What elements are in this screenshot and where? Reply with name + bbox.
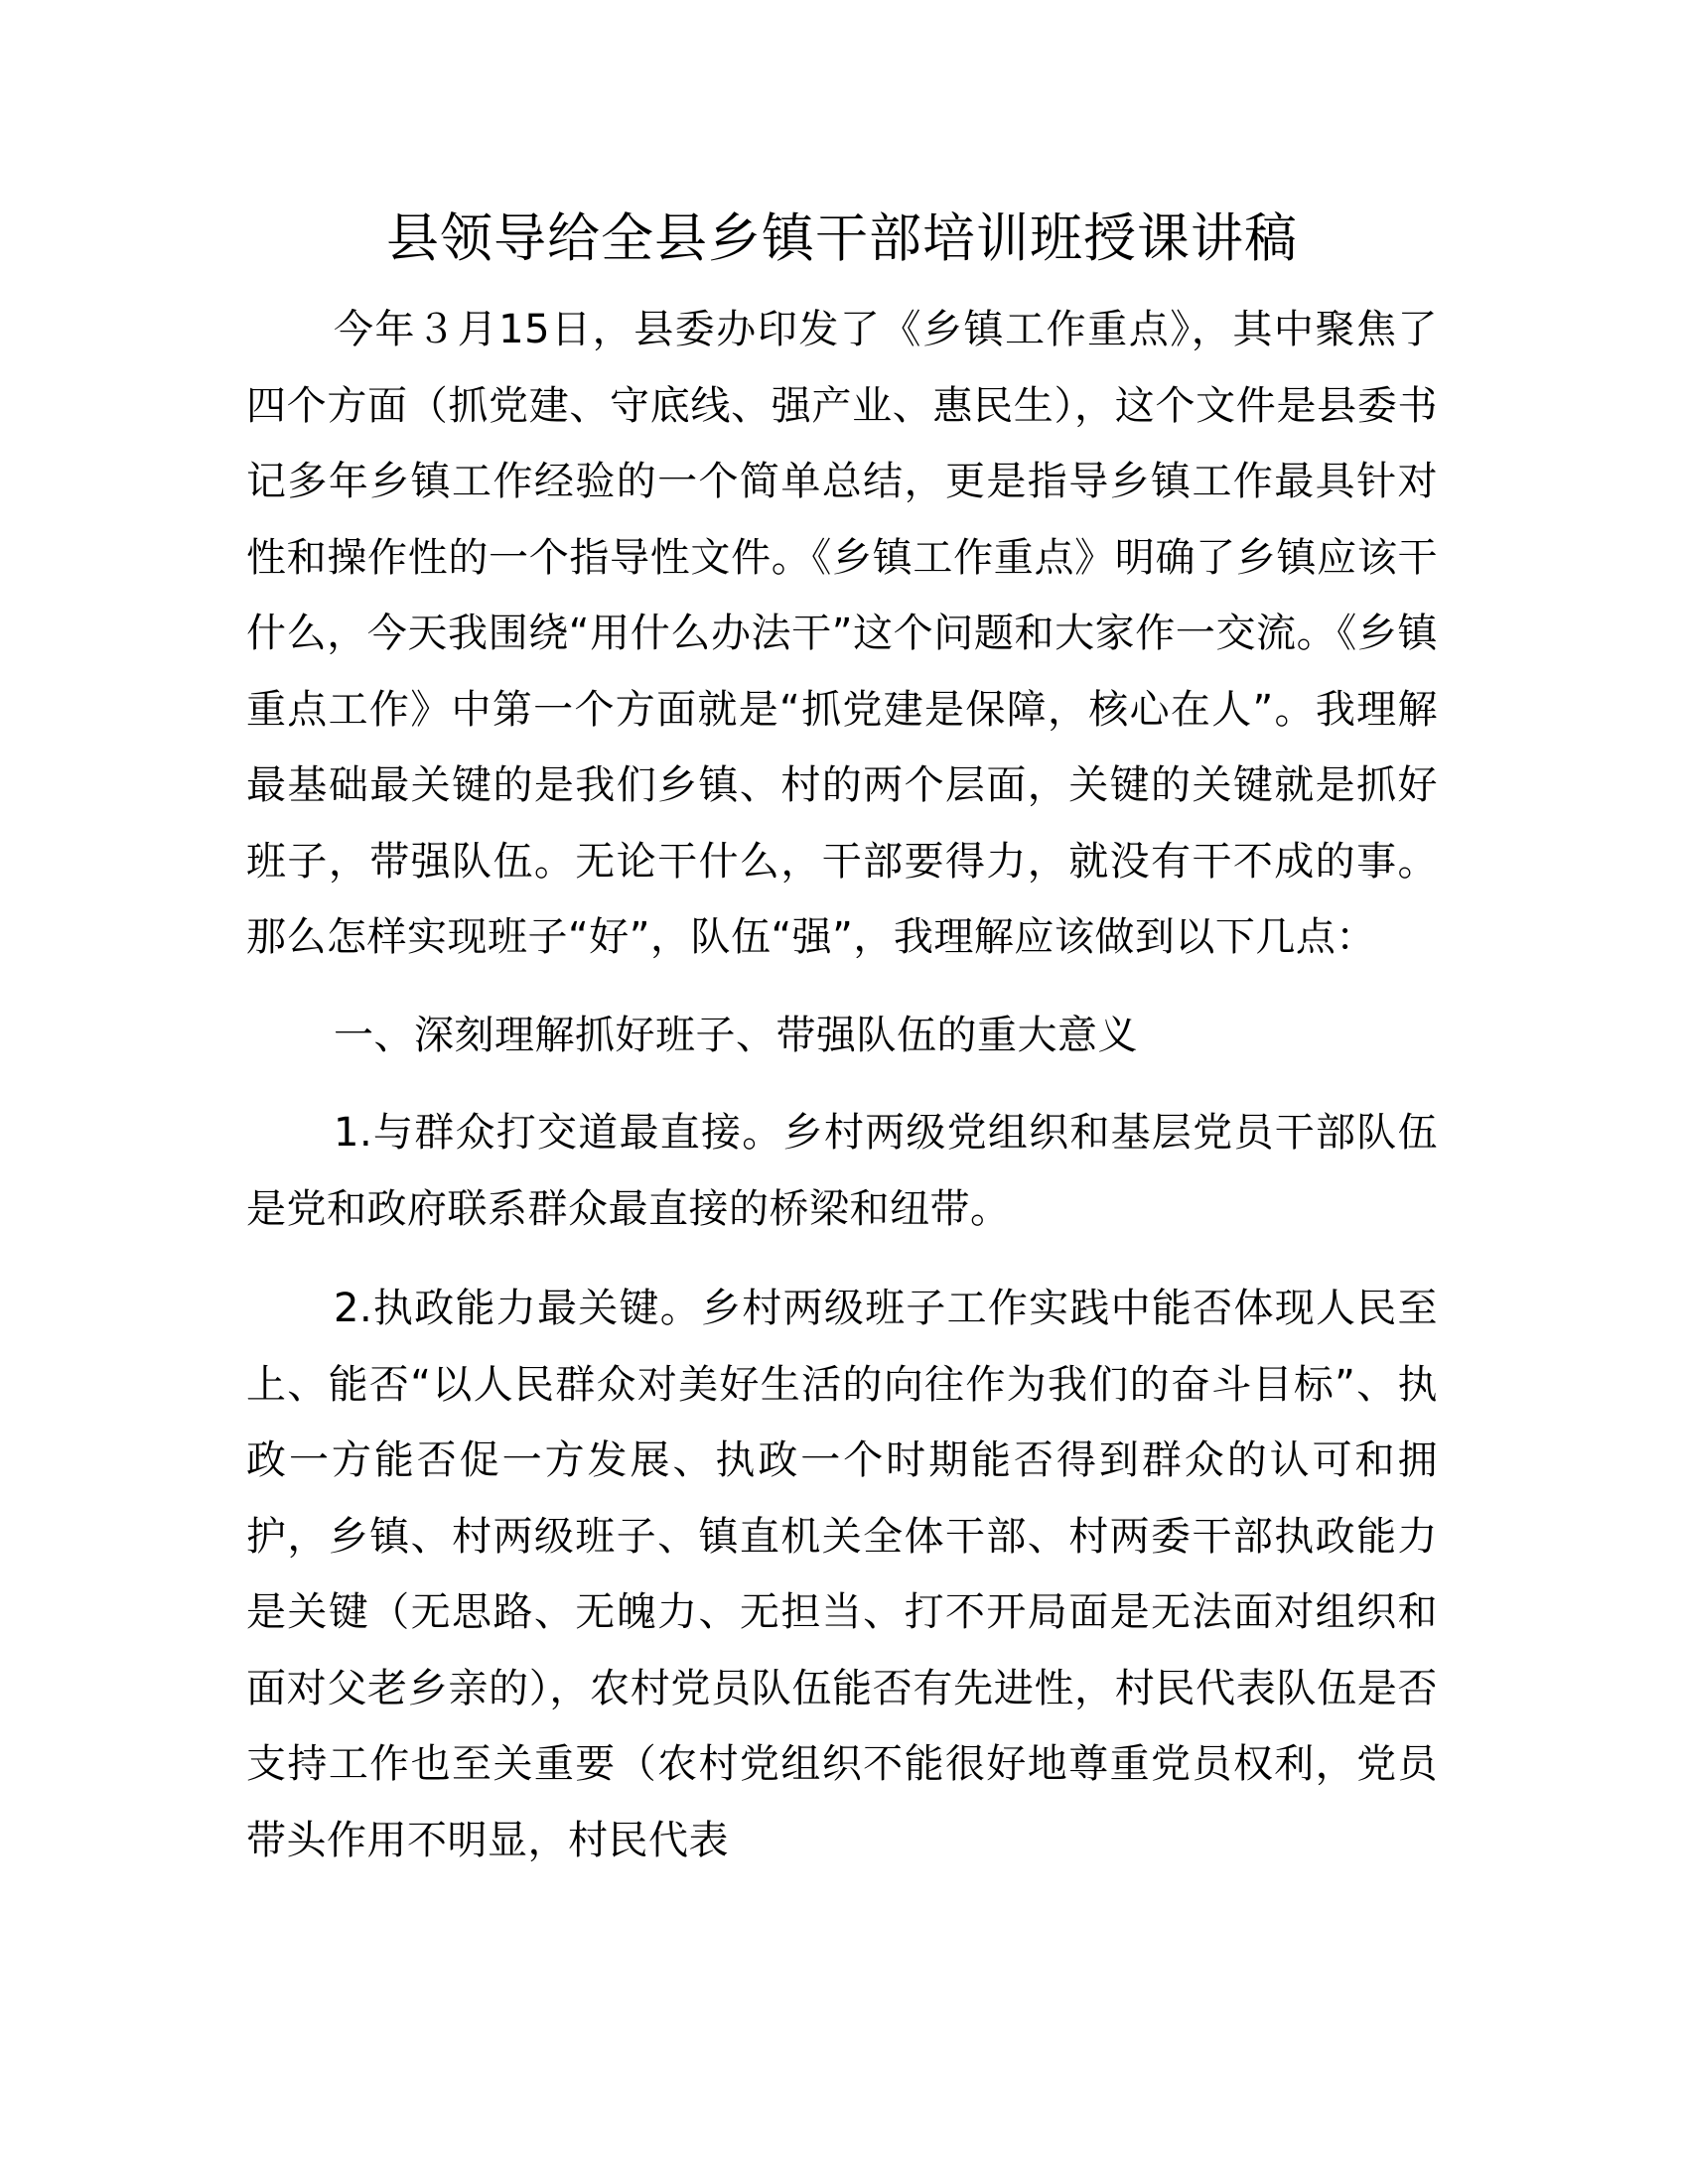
- paragraph-item-1: 1.与群众打交道最直接。乡村两级党组织和基层党员干部队伍是党和政府联系群众最直接的桥梁和纽带。: [246, 1110, 1438, 1232]
- paragraph-item-2: 2.执政能力最关键。乡村两级班子工作实践中能否体现人民至上、能否“以人民群众对美好生活的向往作为我们的奋斗目标”、执政一方能否促一方发展、执政一个时期能否得到群众的认可和拥护，乡镇、村两级班子、镇直机关全体干部、村两委干部执政能力是关键（无思路、无魄力、无担当、打不开局面是无法面对组织和面对父老乡亲的），农村党员队伍能否有先进性，村民代表队伍是否支持工作也至关重要（农村党组织不能很好地尊重党员权利，党员带头作用不明显，村民代表: [246, 1286, 1438, 1863]
- document-title: 县领导给全县乡镇干部培训班授课讲稿: [386, 208, 1298, 269]
- section-heading-1: 一、深刻理解抓好班子、带强队伍的重大意义: [334, 1012, 1138, 1058]
- paragraph-intro: 今年３月15日，县委办印发了《乡镇工作重点》，其中聚焦了四个方面（抓党建、守底线、强产业、惠民生），这个文件是县委书记多年乡镇工作经验的一个简单总结，更是指导乡镇工作最具针对性和操作性的一个指导性文件。《乡镇工作重点》明确了乡镇应该干什么，今天我围绕“用什么办法干”这个问题和大家作一交流。《乡镇重点工作》中第一个方面就是“抓党建是保障，核心在人”。我理解最基础最关键的是我们乡镇、村的两个层面，关键的关键就是抓好班子，带强队伍。无论干什么，干部要得力，就没有干不成的事。那么怎样实现班子“好”，队伍“强”，我理解应该做到以下几点：: [246, 307, 1438, 960]
- document-page: [246, 195, 1438, 1878]
